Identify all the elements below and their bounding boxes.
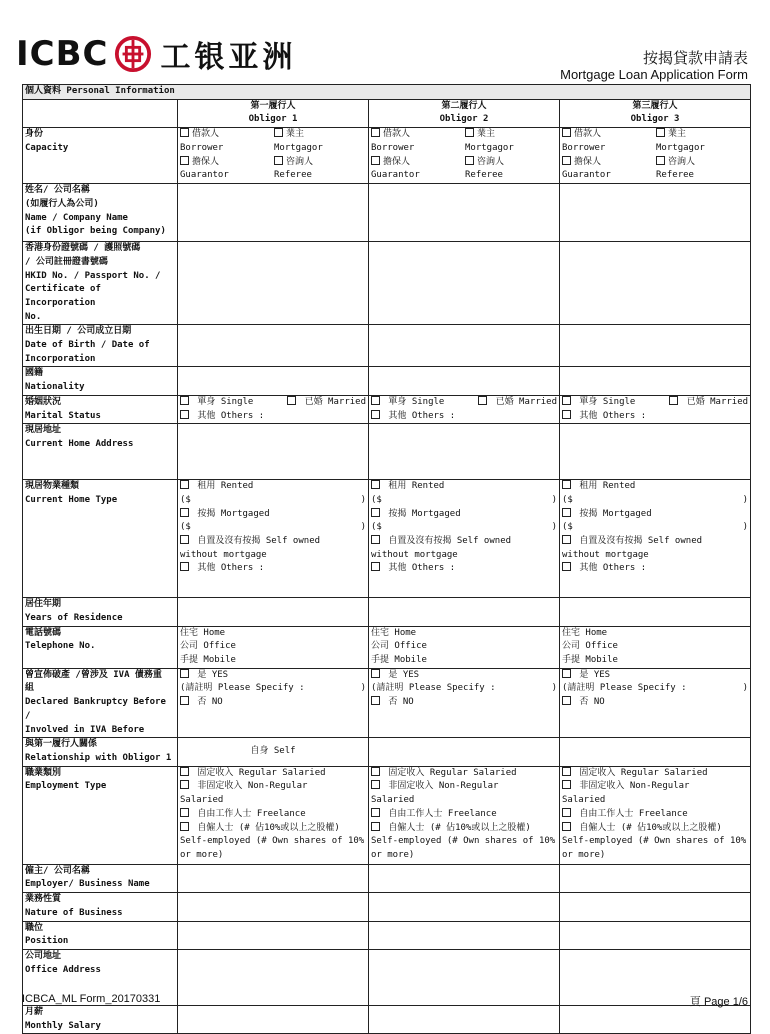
checkbox[interactable] (180, 535, 189, 544)
years-of-residence-field[interactable] (369, 598, 560, 626)
office-address-field[interactable] (369, 949, 560, 1005)
form-title-chinese: 按揭貸款申請表 (642, 49, 748, 67)
checkbox[interactable] (371, 808, 380, 817)
nature-of-business-field[interactable] (369, 893, 560, 921)
current-address-label: 現居地址 Current Home Address (23, 424, 178, 480)
bankruptcy-options[interactable]: 是 YES (請註明 Please Specify : ) 否 NO (369, 668, 560, 738)
checkbox[interactable] (562, 508, 571, 517)
capacity-options[interactable]: 借款人 業主 Borrower Mortgagor 擔保人 咨詢人 Guarantor Referee (560, 128, 751, 184)
marital-status-options[interactable]: 單身 Single 已婚 Married 其他 Others : (178, 395, 369, 423)
marital-status-label: 婚姻狀況 Marital Status (23, 395, 178, 423)
obligor-2-header: 第二履行人 Obligor 2 (369, 99, 560, 127)
brand-name: ICBC (16, 34, 109, 74)
position-field[interactable] (560, 921, 751, 949)
id-number-label: 香港身份證號碼 / 護照號碼 / 公司註冊證書號碼 HKID No. / Passport No. / Certificate of Incorporation No. (23, 242, 178, 325)
capacity-options[interactable]: 借款人 業主 Borrower Mortgagor 擔保人 咨詢人 Guarantor Referee (178, 128, 369, 184)
employer-field[interactable] (560, 864, 751, 892)
years-of-residence-label: 居住年期 Years of Residence (23, 598, 178, 626)
name-field[interactable] (369, 184, 560, 242)
checkbox[interactable] (562, 396, 571, 405)
monthly-salary-field[interactable] (369, 1005, 560, 1033)
name-label: 姓名/ 公司名稱 (如履行人為公司) Name / Company Name (if Obligor being Company) (23, 184, 178, 242)
checkbox[interactable] (371, 780, 380, 789)
bankruptcy-label: 曾宣佈破產 /曾涉及 IVA 債務重 組 Declared Bankruptcy Before / Involved in IVA Before (23, 668, 178, 738)
marital-status-options[interactable]: 單身 Single 已婚 Married 其他 Others : (560, 395, 751, 423)
checkbox[interactable] (371, 767, 380, 776)
employer-field[interactable] (369, 864, 560, 892)
checkbox[interactable] (562, 156, 571, 165)
id-number-field[interactable] (369, 242, 560, 325)
checkbox[interactable] (180, 562, 189, 571)
nationality-field[interactable] (560, 367, 751, 395)
checkbox[interactable] (562, 767, 571, 776)
monthly-salary-field[interactable] (178, 1005, 369, 1033)
checkbox[interactable] (562, 669, 571, 678)
home-type-label: 現居物業種類 Current Home Type (23, 480, 178, 598)
employer-label: 僱主/ 公司名稱 Employer/ Business Name (23, 864, 178, 892)
checkbox[interactable] (371, 669, 380, 678)
employment-type-options[interactable]: 固定收入 Regular Salaried 非固定收入 Non-Regular Salaried 自由工作人士 Freelance 自僱人士 (# 佔10%或以上之股權) Self-employed (# Own shares of 10% or more) (560, 766, 751, 864)
relationship-self-value: 自身 Self (178, 738, 369, 766)
obligor-1-header: 第一履行人 Obligor 1 (178, 99, 369, 127)
form-id: ICBCA_ML Form_20170331 (22, 993, 161, 1005)
checkbox[interactable] (371, 128, 380, 137)
checkbox[interactable] (371, 480, 380, 489)
checkbox[interactable] (656, 128, 665, 137)
name-field[interactable] (178, 184, 369, 242)
relationship-field[interactable] (369, 738, 560, 766)
checkbox[interactable] (180, 822, 189, 831)
checkbox[interactable] (562, 535, 571, 544)
date-of-birth-field[interactable] (560, 325, 751, 367)
checkbox[interactable] (274, 128, 283, 137)
nature-of-business-field[interactable] (178, 893, 369, 921)
form-title: Mortgage Loan Application Form (560, 67, 748, 82)
employment-type-options[interactable]: 固定收入 Regular Salaried 非固定收入 Non-Regular Salaried 自由工作人士 Freelance 自僱人士 (# 佔10%或以上之股權) Self-employed (# Own shares of 10% or more) (369, 766, 560, 864)
checkbox[interactable] (562, 808, 571, 817)
page-number: 頁 Page 1/6 (689, 996, 748, 1008)
checkbox[interactable] (562, 128, 571, 137)
checkbox[interactable] (371, 396, 380, 405)
date-of-birth-field[interactable] (178, 325, 369, 367)
checkbox[interactable] (478, 396, 487, 405)
id-number-field[interactable] (560, 242, 751, 325)
header-blank (23, 99, 178, 127)
personal-information-table (22, 84, 751, 1034)
icbc-emblem-icon (114, 35, 152, 73)
nature-of-business-field[interactable] (560, 893, 751, 921)
checkbox[interactable] (180, 669, 189, 678)
telephone-options[interactable]: 住宅 Home 公司 Office 手提 Mobile (560, 626, 751, 668)
office-address-label: 公司地址 Office Address (23, 949, 178, 1005)
checkbox[interactable] (371, 822, 380, 831)
telephone-options[interactable]: 住宅 Home 公司 Office 手提 Mobile (178, 626, 369, 668)
checkbox[interactable] (562, 562, 571, 571)
capacity-label: 身份 Capacity (23, 128, 178, 184)
checkbox[interactable] (287, 396, 296, 405)
monthly-salary-field[interactable] (560, 1005, 751, 1033)
id-number-field[interactable] (178, 242, 369, 325)
obligor-3-header: 第三履行人 Obligor 3 (560, 99, 751, 127)
relationship-field[interactable] (560, 738, 751, 766)
checkbox[interactable] (371, 156, 380, 165)
date-of-birth-label: 出生日期 / 公司成立日期 Date of Birth / Date of Incorporation (23, 325, 178, 367)
home-type-options[interactable]: 租用 Rented ($ ) 按揭 Mortgaged ($ ) 自置及沒有按揭 Self owned without mortgage 其他 Others : (369, 480, 560, 598)
home-type-options[interactable]: 租用 Rented ($ ) 按揭 Mortgaged ($ ) 自置及沒有按揭 Self owned without mortgage 其他 Others : (560, 480, 751, 598)
checkbox[interactable] (274, 156, 283, 165)
checkbox[interactable] (371, 535, 380, 544)
checkbox[interactable] (180, 508, 189, 517)
current-address-field[interactable] (560, 424, 751, 480)
checkbox[interactable] (669, 396, 678, 405)
bankruptcy-options[interactable]: 是 YES (請註明 Please Specify : ) 否 NO (560, 668, 751, 738)
nationality-field[interactable] (178, 367, 369, 395)
checkbox[interactable] (180, 128, 189, 137)
employment-type-options[interactable]: 固定收入 Regular Salaried 非固定收入 Non-Regular Salaried 自由工作人士 Freelance 自僱人士 (# 佔10%或以上之股權) Self-employed (# Own shares of 10% or more) (178, 766, 369, 864)
nature-of-business-label: 業務性質 Nature of Business (23, 893, 178, 921)
brand-logo (16, 32, 296, 76)
position-field[interactable] (178, 921, 369, 949)
date-of-birth-field[interactable] (369, 325, 560, 367)
brand-name-chinese: 工银亚洲 (160, 40, 297, 75)
position-field[interactable] (369, 921, 560, 949)
monthly-salary-label: 月薪 Monthly Salary (23, 1005, 178, 1033)
checkbox[interactable] (180, 696, 189, 705)
employment-type-label: 職業類別 Employment Type (23, 766, 178, 864)
checkbox[interactable] (180, 156, 189, 165)
nationality-label: 國籍 Nationality (23, 367, 178, 395)
name-field[interactable] (560, 184, 751, 242)
employer-field[interactable] (178, 864, 369, 892)
checkbox[interactable] (180, 410, 189, 419)
marital-status-options[interactable]: 單身 Single 已婚 Married 其他 Others : (369, 395, 560, 423)
capacity-options[interactable]: 借款人 業主 Borrower Mortgagor 擔保人 咨詢人 Guarantor Referee (369, 128, 560, 184)
current-address-field[interactable] (369, 424, 560, 480)
checkbox[interactable] (562, 822, 571, 831)
relationship-label: 與第一履行人關係 Relationship with Obligor 1 (23, 738, 178, 766)
position-label: 職位 Position (23, 921, 178, 949)
checkbox[interactable] (371, 410, 380, 419)
current-address-field[interactable] (178, 424, 369, 480)
years-of-residence-field[interactable] (560, 598, 751, 626)
checkbox[interactable] (465, 156, 474, 165)
years-of-residence-field[interactable] (178, 598, 369, 626)
checkbox[interactable] (180, 767, 189, 776)
telephone-options[interactable]: 住宅 Home 公司 Office 手提 Mobile (369, 626, 560, 668)
office-address-field[interactable] (178, 949, 369, 1005)
bankruptcy-options[interactable]: 是 YES (請註明 Please Specify : ) 否 NO (178, 668, 369, 738)
telephone-label: 電話號碼 Telephone No. (23, 626, 178, 668)
checkbox[interactable] (562, 780, 571, 789)
checkbox[interactable] (180, 396, 189, 405)
home-type-options[interactable]: 租用 Rented ($ ) 按揭 Mortgaged ($ ) 自置及沒有按揭 Self owned without mortgage 其他 Others : (178, 480, 369, 598)
checkbox[interactable] (180, 808, 189, 817)
section-title: 個人資料 Personal Information (23, 85, 751, 100)
checkbox[interactable] (465, 128, 474, 137)
checkbox[interactable] (180, 780, 189, 789)
checkbox[interactable] (180, 480, 189, 489)
checkbox[interactable] (562, 696, 571, 705)
checkbox[interactable] (562, 410, 571, 419)
checkbox[interactable] (656, 156, 665, 165)
checkbox[interactable] (371, 508, 380, 517)
checkbox[interactable] (371, 562, 380, 571)
checkbox[interactable] (371, 696, 380, 705)
nationality-field[interactable] (369, 367, 560, 395)
checkbox[interactable] (562, 480, 571, 489)
